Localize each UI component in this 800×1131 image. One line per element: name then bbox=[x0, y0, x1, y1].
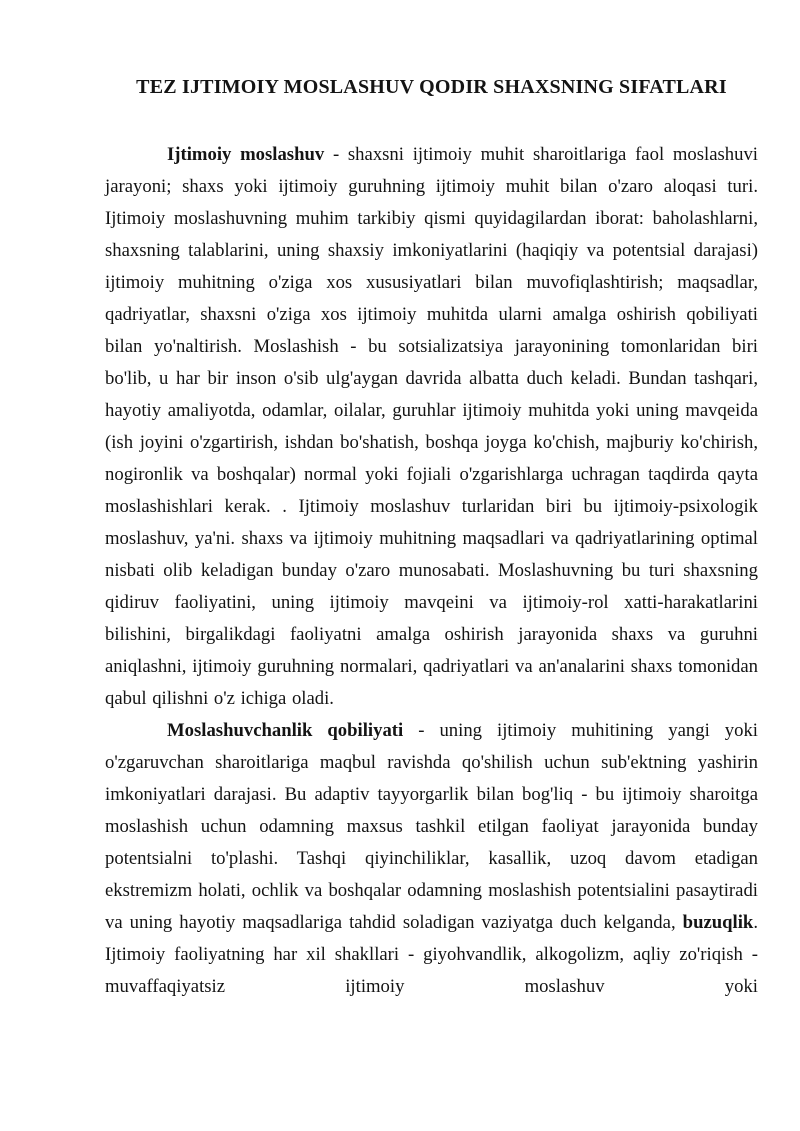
paragraph-2-bold-word: buzuqlik bbox=[682, 912, 754, 933]
paragraph-2-body-text-after: . Ijtimoiy faoliyatning har xil shakllari - giyohvandlik, alkogolizm, aqliy zo'riqish - muvaffaqiyatsiz ijtimoiy moslashuv yoki bbox=[105, 912, 758, 997]
document-title: TEZ IJTIMOIY MOSLASHUV QODIR SHAXSNING SIFATLARI bbox=[136, 76, 727, 98]
paragraph-adaptability bbox=[105, 715, 758, 1003]
paragraph-2-lead-bold: Moslashuvchanlik qobiliyati bbox=[167, 720, 404, 741]
paragraph-1-body-text: - shaxsni ijtimoiy muhit sharoitlariga faol moslashuvi jarayoni; shaxs yoki ijtimoiy guruhning ijtimoiy muhit bilan o'zaro aloqasi turi. Ijtimoiy moslashuvning muhim tarkibiy qismi quyidagilardan iborat: baholashlarni, shaxsning talablarini, uning shaxsiy imkoniyatlarini (haqiqiy va potentsial darajasi) ijtimoiy muhitning o'ziga xos xususiyatlari bilan muvofiqlashtirish; maqsadlar, qadriyatlar, shaxsni o'ziga xos ijtimoiy muhitda ularni amalga oshirish qobiliyati bilan yo'naltirish. Moslashish - bu sotsializatsiya jarayonining tomonlaridan biri bo'lib, u har bir inson o'sib ulg'aygan davrida albatta duch keladi. Bundan tashqari, hayotiy amaliyotda, odamlar, oilalar, guruhlar ijtimoiy muhitda yoki uning mavqeida (ish joyini o'zgartirish, ishdan bo'shatish, boshqa joyga ko'chish, majburiy ko'chirish, nogironlik va boshqalar) normal yoki fojiali o'zgarishlarga uchragan taqdirda qayta moslashishlari kerak. . Ijtimoiy moslashuv turlaridan biri bu ijtimoiy-psixologik moslashuv, ya'ni. shaxs va ijtimoiy muhitning maqsadlari va qadriyatlarining optimal nisbati olib keladigan bunday o'zaro munosabati. Moslashuvning bu turi shaxsning qidiruv faoliyatini, uning ijtimoiy mavqeini va ijtimoiy-rol xatti-harakatlarini bilishini, birgalikdagi faoliyatni amalga oshirish jarayonida shaxs va guruhni aniqlashni, ijtimoiy guruhning normalari, qadriyatlari va an'analarini shaxs tomonidan qabul qilishni o'z ichiga oladi. bbox=[105, 144, 758, 709]
paragraph-1-lead-bold: Ijtimoiy moslashuv bbox=[167, 144, 325, 165]
paragraph-2-body-text-before: - uning ijtimoiy muhitining yangi yoki o'zgaruvchan sharoitlariga maqbul ravishda qo'shilish uchun sub'ektning yashirin imkoniyatlari darajasi. Bu adaptiv tayyorgarlik bilan bog'liq - bu ijtimoiy sharoitga moslashish uchun odamning maxsus tashkil etilgan faoliyat jarayonida bunday potentsialni to'plashi. Tashqi qiyinchiliklar, kasallik, uzoq davom etadigan ekstremizm holati, ochlik va boshqalar odamning moslashish potentsialini pasaytiradi va uning hayotiy maqsadlariga tahdid soladigan vaziyatga duch kelganda, bbox=[105, 720, 758, 933]
paragraph-social-adaptation bbox=[105, 139, 758, 715]
